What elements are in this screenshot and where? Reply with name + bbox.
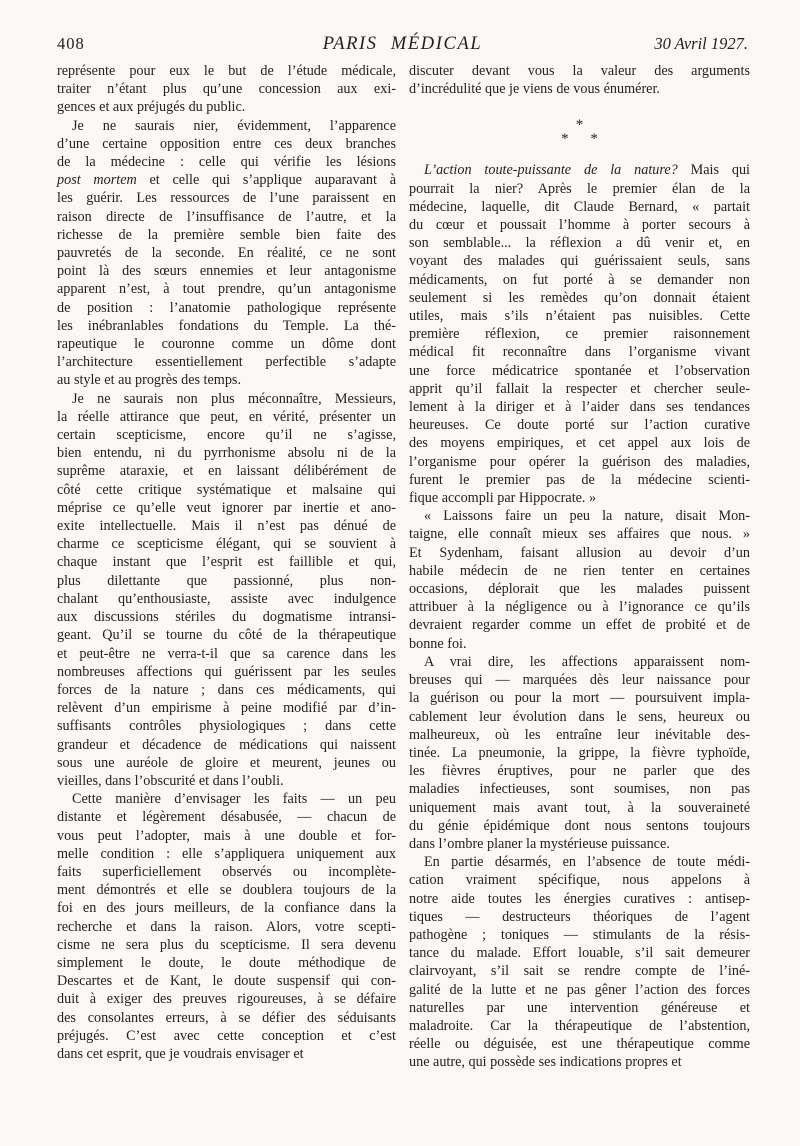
text-line: les fièvres éruptives, pour ne parler que des bbox=[409, 763, 750, 780]
paragraph bbox=[57, 117, 396, 390]
text-line: Cette manière d’envisager les faits — un peu bbox=[72, 791, 396, 808]
regular-text: et celle qui s’applique auparavant à bbox=[136, 172, 396, 189]
text-line: apparent n’est, à tout prendre, qu’un antagonisme bbox=[57, 281, 396, 298]
text-line: Je ne saurais nier, évidemment, l’apparence bbox=[72, 117, 396, 134]
text-line: une force médicatrice spontanée et l’observation bbox=[409, 362, 750, 379]
text-line: pauvretés de la seconde. En réalité, ce ne sont bbox=[57, 245, 396, 262]
paragraph bbox=[409, 853, 750, 1071]
text-line: première réflexion, ce premier raisonnement bbox=[409, 326, 750, 343]
paragraph bbox=[409, 62, 750, 98]
text-line: malheureux, où les entraîne leur inévitable des- bbox=[409, 726, 750, 743]
journal-title: PARIS MÉDICAL bbox=[322, 34, 483, 54]
text-line bbox=[409, 161, 750, 179]
text-line: vieilles, dans l’obscurité et dans l’oubli. bbox=[57, 772, 284, 789]
text-line: suffisants contrôles physiologiques ; dans cette bbox=[57, 718, 396, 735]
text-line: charme ce scepticisme élégant, qui se souvient à bbox=[57, 536, 396, 553]
text-line: maladroite. Car la thérapeutique de l’abstention, bbox=[409, 1017, 750, 1034]
text-line: richesse de la première semble bien faite des bbox=[57, 226, 396, 243]
text-line: taigne, elle connaît mieux ses affaires que nous. » bbox=[409, 526, 750, 543]
text-line: suprême ataraxie, et en laissant délibérément de bbox=[57, 463, 396, 480]
text-line: nombreuses affections qui guérissent par les seules bbox=[57, 663, 396, 680]
text-line: Je ne saurais non plus méconnaître, Messieurs, bbox=[72, 390, 396, 407]
text-line: faits superficiellement observés ou incomplète- bbox=[57, 863, 396, 880]
text-line: préjugés. C’est avec cette conception et c’est bbox=[57, 1027, 396, 1044]
text-line: réelle ou déguisée, est une thérapeutique comme bbox=[409, 1036, 750, 1053]
regular-text: Mais qui bbox=[677, 162, 750, 179]
text-columns bbox=[57, 62, 750, 1072]
text-line: représente pour eux le but de l’étude médicale, bbox=[57, 63, 396, 79]
text-line: maladies infectieuses, sont soumises, non pas bbox=[409, 781, 750, 798]
text-line: attribuer à la négligence ou à l’ignorance ce qu’ils bbox=[409, 599, 750, 616]
text-line: gences et aux préjugés du public. bbox=[57, 99, 246, 116]
text-line: tiques — destructeurs théoriques de l’agent bbox=[409, 908, 750, 925]
text-line: devraient regarder comme un effet de probité et de bbox=[409, 617, 750, 634]
text-line: apprit qu’il fallait la respecter et chercher seule- bbox=[409, 380, 750, 397]
text-line: d’incrédulité que je viens de vous énumérer. bbox=[409, 81, 660, 98]
text-line: les inébranlables fondations du Temple. La thé- bbox=[57, 317, 396, 334]
italic-text: post mortem bbox=[57, 172, 137, 189]
text-line: galité de la lutte et ne pas gêner l’action des forces bbox=[409, 981, 750, 998]
text-line: utiles, mais s’ils n’étaient pas nuisibles. Cette bbox=[409, 308, 750, 325]
text-line: uniquement mais avant tout, à la souveraineté bbox=[409, 799, 750, 816]
text-line: foi en des jours meilleurs, de la confiance dans la bbox=[57, 900, 396, 917]
text-line: certain scepticisme, encore qu’il ne s’agisse, bbox=[57, 427, 396, 444]
paragraph bbox=[409, 507, 750, 653]
text-line: furent le premier pas de la médecine scienti- bbox=[409, 471, 750, 488]
paragraph bbox=[57, 390, 396, 790]
text-line: clairvoyant, s’il sait se rendre compte de l’iné- bbox=[409, 963, 750, 980]
text-line: d’une certaine opposition entre ces deux branches bbox=[57, 135, 396, 152]
text-line: dans l’ombre planer la mystérieuse puissance. bbox=[409, 835, 670, 852]
text-line: cablement leur évolution dans le sens, heureux ou bbox=[409, 708, 750, 725]
text-line: médecine, laquelle, dit Claude Bernard, « partait bbox=[409, 198, 750, 215]
text-line: voyant des malades qui guérissaient seuls, sans bbox=[409, 253, 750, 270]
text-line: bien entendu, ni du pyrrhonisme absolu ni de la bbox=[57, 445, 396, 462]
text-line: sous une auréole de gloire et meurent, jeunes ou bbox=[57, 754, 396, 771]
text-line: point là des sœurs ennemies et leur antagonisme bbox=[57, 263, 396, 280]
text-line: exite intellectuelle. Mais il n’est pas dénué de bbox=[57, 518, 396, 535]
paragraph bbox=[409, 161, 750, 507]
text-line: Et Sydenham, faisant allusion au devoir d’un bbox=[409, 544, 750, 561]
text-line: fique accompli par Hippocrate. » bbox=[409, 490, 597, 507]
text-line: des consolantes erreurs, à se défier des séduisants bbox=[57, 1009, 396, 1026]
page-number: 408 bbox=[57, 34, 85, 53]
text-line: de la médecine : celle qui vérifie les lésions bbox=[57, 154, 396, 171]
text-line: les guérir. Les ressources de l’une paraissent en bbox=[57, 190, 396, 207]
text-line: une autre, qui possède ses indications propres et bbox=[409, 1054, 682, 1071]
text-column-right bbox=[409, 62, 750, 1072]
text-line: chalant qu’enthousiaste, assiste avec indulgence bbox=[57, 590, 396, 607]
text-line: heureuses. Ce doute porté sur l’action curative bbox=[409, 417, 750, 434]
text-line: vous peut l’adopter, mais à une double et for- bbox=[57, 827, 396, 844]
text-line: du génie épidémique dont nous sentons toujours bbox=[409, 817, 750, 834]
text-line: plus dilettante que passionné, plus non- bbox=[57, 572, 396, 589]
text-line: bonne foi. bbox=[409, 635, 467, 652]
text-line: breuses qui — marquées dès leur naissance pour bbox=[409, 672, 750, 689]
text-line: Descartes et de Kant, le doute suspensif qui con- bbox=[57, 973, 396, 990]
text-line: côté cette critique systématique et malsaine qui bbox=[57, 481, 396, 498]
text-column-left bbox=[57, 62, 396, 1072]
text-line: simplement le doute, le doute méthodique de bbox=[57, 954, 396, 971]
text-line: raison directe de l’insuffisance de l’autre, et la bbox=[57, 208, 396, 225]
text-line: dans cet esprit, que je voudrais envisager et bbox=[57, 1045, 304, 1062]
section-divider-asterism: * * * bbox=[561, 117, 607, 148]
text-line: recherche et dans la raison. Alors, votre scepti- bbox=[57, 918, 396, 935]
text-line: la guérison ou pour la mort — poursuivent impla- bbox=[409, 690, 750, 707]
text-line: aux discussions stériles du dogmatisme intransi- bbox=[57, 609, 396, 626]
text-line: A vrai dire, les affections apparaissent nom- bbox=[424, 653, 750, 670]
text-line: méprise ce qu’elle veut ignorer par inertie et ano- bbox=[57, 499, 396, 516]
text-line: du cœur et poussait l’homme à porter secours à bbox=[409, 217, 750, 234]
text-line bbox=[57, 171, 396, 189]
text-line: médical fit reconnaître dans l’organisme vivant bbox=[409, 344, 750, 361]
text-line: et peut-être ne verra-t-il que sa carence dans les bbox=[57, 645, 396, 662]
page-header bbox=[57, 34, 748, 55]
text-line: rapeutique le couronne comme un dôme dont bbox=[57, 336, 396, 353]
text-line: lement à la diriger et à l’aider dans ses tendances bbox=[409, 399, 750, 416]
text-line: grandeur et décadence de médications qui naissent bbox=[57, 736, 396, 753]
text-line: cation vraiment spécifique, nous appelons à bbox=[409, 872, 750, 889]
text-line: distante et légèrement désabusée, — chacun de bbox=[57, 809, 396, 826]
text-line: tinée. La pneumonie, la grippe, la fièvre typhoïde, bbox=[409, 744, 750, 761]
text-line: « Laissons faire un peu la nature, disait Mon- bbox=[424, 508, 750, 525]
text-line: chaque instant que l’esprit est faillible et qui, bbox=[57, 554, 396, 571]
text-line: cisme ne sera plus du scepticisme. Il sera devenu bbox=[57, 936, 396, 953]
text-line: des moyens empiriques, et cet appel aux lois de bbox=[409, 435, 750, 452]
text-line: duit à exiger des preuves rigoureuses, à se défaire bbox=[57, 991, 396, 1008]
text-line: occasions, déplorait que les malades puissent bbox=[409, 581, 750, 598]
text-line: geant. Qu’il se tourne du côté de la thérapeutique bbox=[57, 627, 396, 644]
text-line: de position : l’anatomie pathologique représente bbox=[57, 299, 396, 316]
text-line: notre aide toutes les énergies curatives : antisep- bbox=[409, 890, 750, 907]
paragraph bbox=[57, 62, 396, 117]
text-line: au style et au progrès des temps. bbox=[57, 372, 241, 389]
text-line: la réelle attirance que peut, en vérité, présenter un bbox=[57, 408, 396, 425]
text-line: forces de la nature ; dans ces médicaments, qui bbox=[57, 681, 396, 698]
text-line: relèvent d’un empirisme à peine modifié par d’in- bbox=[57, 700, 396, 717]
italic-text: L’action toute-puissante de la nature? bbox=[424, 162, 678, 179]
text-line: traiter n’étant plus qu’une concession aux exi- bbox=[57, 81, 396, 98]
text-line: seulement si les remèdes qu’on donnait étaient bbox=[409, 289, 750, 306]
text-line: l’architecture essentiellement perfectible s’adapte bbox=[57, 354, 396, 371]
text-line: melle condition : elle s’appliquera uniquement aux bbox=[57, 845, 396, 862]
paragraph bbox=[57, 790, 396, 1063]
text-line: pathogène ; toniques — stimulants de la résis- bbox=[409, 926, 750, 943]
text-line: naturelles par une intervention généreuse et bbox=[409, 999, 750, 1016]
text-line: l’organisme pour opérer la guérison des maladies, bbox=[409, 453, 750, 470]
text-line: tance du malade. Effort louable, s’il sait demeurer bbox=[409, 945, 750, 962]
text-line: ment démontrés et elle se doublera toujours de la bbox=[57, 882, 396, 899]
text-line: habile médecin de ne rien tenter en certaines bbox=[409, 562, 750, 579]
text-line: médicaments, on fut porté à se demander non bbox=[409, 271, 750, 288]
text-line: En partie désarmés, en l’absence de toute médi- bbox=[424, 854, 750, 871]
paragraph bbox=[409, 653, 750, 853]
text-line: son semblable... la réflexion a dû venir et, en bbox=[409, 235, 750, 252]
text-line: discuter devant vous la valeur des arguments bbox=[409, 63, 750, 79]
text-line: pourrait la nier? Après le premier élan de la bbox=[409, 180, 750, 197]
issue-date: 30 Avril 1927. bbox=[654, 34, 748, 53]
